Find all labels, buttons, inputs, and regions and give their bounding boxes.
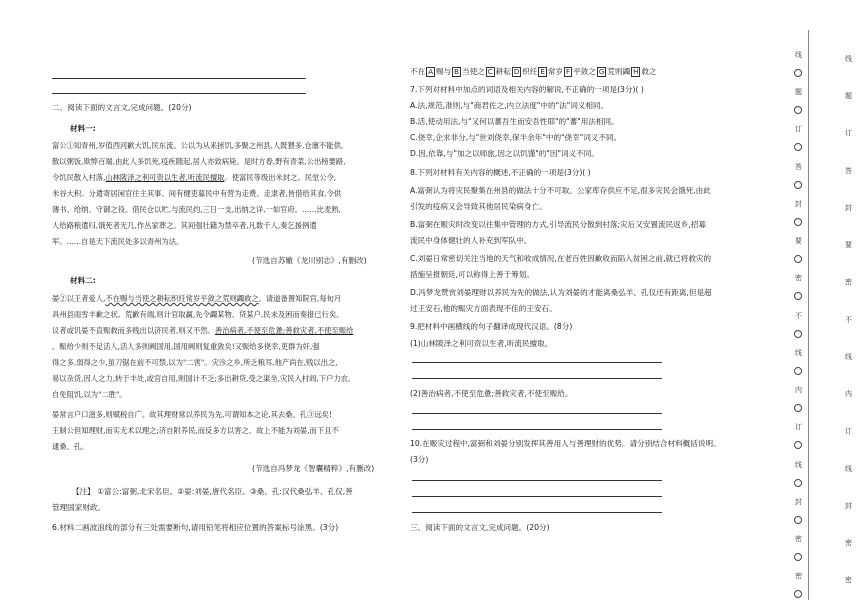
option-box[interactable]: C	[487, 68, 493, 76]
question-8: 8.下列对材料有关内容的概述,不正确的一项是(3分)( )	[410, 168, 591, 177]
option-box[interactable]: F	[566, 68, 571, 76]
section-heading: 二、阅读下面的文言文,完成问题。(20分)	[52, 103, 192, 112]
answer-line	[52, 78, 306, 79]
option-b[interactable]: B.活,使动用法,与"又何以蕃吾生而安吾性耶"的"蕃"用法相同。	[410, 117, 619, 126]
option-d[interactable]: D.冯梦龙赞赏刘晏理财以养民为先的做法,认为刘晏的才能离桑弘羊、孔仅还有距离,但是超	[410, 288, 712, 297]
option-a-cont: 引发的疫病又会导致其他居民染病身亡。	[410, 202, 547, 211]
option-d[interactable]: D.因,依靠,与"加之以师旅,因之以饥馑"的"因"词义不同。	[410, 149, 599, 158]
binding-char: 订	[795, 125, 802, 134]
binding-circle	[794, 106, 802, 114]
binding-char: 密	[795, 274, 802, 283]
underlined-sentence: 山林陂泽之利可资以生者,听流民擅取	[105, 173, 225, 182]
binding-char: 要	[795, 237, 802, 246]
binding-char: 题	[845, 92, 852, 101]
option-c-cont: 措施呈报朝廷,可以称得上善于筹划。	[410, 270, 534, 279]
option-box[interactable]: G	[598, 68, 605, 76]
answer-line[interactable]	[412, 496, 662, 497]
text-span: 耕耘	[495, 67, 511, 76]
footnote: 管理国家财政。	[52, 503, 106, 512]
binding-circle	[794, 590, 802, 598]
text-line: 自免阻饥,以为"二胜"。	[52, 390, 127, 399]
answer-line[interactable]	[412, 378, 662, 379]
binding-char: 线	[795, 348, 802, 357]
text-line	[52, 173, 336, 183]
binding-char: 订	[845, 129, 852, 138]
text-line: 散以粥饭,欺弊百端,由此人多饥死,疫疾随起,居人亦致病毙。是时方春,野有青菜,公出榜要路,	[52, 157, 346, 166]
binding-char: 题	[795, 88, 802, 97]
underlined-sentence: 善治病者,不使至危惫;善救灾者,不使至赈给	[214, 326, 354, 335]
answer-line[interactable]	[412, 429, 662, 430]
binding-circle	[794, 367, 802, 375]
text-span: 荒则蠲	[607, 67, 631, 76]
binding-char: 线	[845, 352, 852, 361]
answer-line	[52, 93, 306, 94]
binding-circle	[794, 181, 802, 189]
binding-char: 封	[845, 203, 852, 212]
binding-circle	[794, 441, 802, 449]
option-box[interactable]: D	[513, 68, 520, 76]
binding-char: 内	[845, 390, 852, 399]
binding-char: 线	[845, 464, 852, 473]
text-span: 令饥民散入村落,	[52, 173, 106, 182]
text-line: 。赈给少则不足活人,活人多则阙国用,国用阙则复重敛矣!又赈给多侥幸,吏群为奸,强	[52, 342, 320, 351]
text-line: 得之多,弱得之少,虽刀锯在前不可禁,以为"二害"。灾沴之乡,所乏粮耳,他产尚在,贱以出之,	[52, 358, 338, 367]
option-b[interactable]: B.富弼在赈灾时改变以往集中管理的方式,引导流民分散到村落;灾后又安置流民返乡,招募	[410, 220, 706, 229]
option-a[interactable]: A.富弼认为将灾民聚集在州县的做法十分不可取。公家库存供应不足,很多灾民会饿死,由此	[410, 186, 711, 195]
material-1-title: 材料一:	[70, 124, 96, 133]
option-d-cont: 过王安石,他的赈灾方面表现不佳的王安石。	[410, 304, 557, 313]
text-span: 赐与	[435, 67, 452, 76]
text-line: 人给路粮遣归,饿死者无几,作丛家葬之。其间强壮籍为禁卒者,凡数千人,奏乞援例遣	[52, 221, 317, 230]
question-6: 6.材料二画波浪线的部分有三处需要断句,请用铅笔将相应位置的答案标号涂黑。(3分)	[52, 523, 339, 532]
binding-circle	[794, 404, 802, 412]
source-citation: (节选自苏辙《龙川别志》,有删改)	[252, 256, 367, 265]
text-span: 。使富民等级出米封之。民堂公令,	[224, 173, 337, 182]
text-line: 易以杂货,因人之力,转于丰处,或官自用,则国计不乏;多出耕贷,受之渠坐,灾民入村闾,下户力农,	[52, 374, 351, 383]
binding-char: 要	[845, 241, 852, 250]
option-box[interactable]: E	[540, 68, 545, 76]
text-span: 平敛之	[573, 67, 596, 76]
question-10-score: (3分)	[410, 455, 429, 464]
binding-char: 密	[795, 572, 802, 581]
binding-char: 封	[845, 501, 852, 510]
answer-line[interactable]	[412, 480, 662, 481]
option-box[interactable]: A	[428, 68, 433, 76]
binding-char: 线	[845, 55, 852, 63]
binding-char: 订	[795, 423, 802, 432]
option-c[interactable]: C.刘晏日常密切关注当地的天气和收成情况,在老百姓因歉收而陷入贫困之前,就已将救灾的	[410, 254, 712, 263]
binding-char: 订	[845, 427, 852, 436]
text-line: 逮桑、孔。	[52, 442, 89, 451]
source-citation: (节选自冯梦龙《智囊精粹》,有删改)	[252, 464, 375, 473]
binding-char: 线	[795, 51, 802, 59]
binding-margin	[765, 0, 860, 608]
binding-circle	[794, 553, 802, 561]
wavy-underlined-sentence: 不在赐与当使之耕耘织纴常岁平敛之荒则蠲救之	[105, 294, 259, 303]
binding-circle	[794, 292, 802, 300]
answer-line[interactable]	[412, 512, 662, 513]
binding-char: 封	[795, 497, 802, 506]
text-line: 王制公但知理财,而实无术以理之;济自附养民,而反多方以害之。故上不能为刘晏,而下且不	[52, 426, 339, 435]
text-line	[52, 326, 353, 336]
binding-circle	[794, 516, 802, 524]
binding-circle	[794, 218, 802, 226]
text-line: 具州县雨雪丰歉之状。荒歉有端,则计官取赢,先令蠲某物、贷某户,民未及困而奏报已行矣。	[52, 310, 344, 319]
text-span: 晏②以王者爱人,	[52, 294, 106, 303]
binding-char: 不	[795, 311, 802, 320]
binding-line	[808, 30, 809, 600]
binding-char: 密	[795, 535, 802, 544]
binding-circle	[794, 69, 802, 77]
binding-char: 密	[845, 576, 852, 585]
option-c[interactable]: C.侥幸,企求非分,与"世刘侥幸,保半余年"中的"侥幸"词义不同。	[410, 133, 622, 142]
text-line: 薄书、给纳、守御之役。借民仓以贮,与流民约,三日一支,出纳之详,一如官府。……比麦熟,	[52, 205, 341, 214]
text-line: 军。……自是天下流民处多以青州为法。	[52, 237, 184, 246]
text-span: 常岁	[547, 67, 564, 76]
option-b-cont: 流民中身体健壮的人补充到军队中。	[410, 236, 532, 245]
binding-char: 不	[845, 315, 852, 324]
answer-line[interactable]	[412, 413, 662, 414]
question-7: 7.下列对材料中加点的词语及相关内容的解说,不正确的一项是(3分)( )	[410, 85, 644, 94]
section-heading: 三、阅读下面的文言文,完成问题。(20分)	[410, 523, 550, 532]
footnote: 【注】 ①富公:富弼,北宋名臣。②晏:刘晏,唐代名臣。③桑、孔:汉代桑弘羊、孔仅,善	[72, 487, 353, 496]
segmentation-options[interactable]	[410, 67, 657, 77]
text-span: 。请道备置知院官,每旬月	[258, 294, 342, 303]
binding-circle	[794, 255, 802, 263]
text-span: 不在	[410, 67, 426, 76]
option-box[interactable]: B	[454, 68, 459, 76]
question-9-1: (1)山林陂泽之利可资以生者,听流民擅取。	[410, 339, 553, 348]
binding-char: 密	[845, 278, 852, 287]
answer-line[interactable]	[412, 362, 662, 363]
material-2-title: 材料二:	[70, 276, 96, 285]
text-span: 织纴	[522, 67, 538, 76]
binding-char: 内	[795, 386, 802, 395]
text-line: 晏常言户口滋多,则赋税自广。故其理财常以养民为先,可谓知本之论,其去桑、孔③远矣!	[52, 410, 332, 419]
binding-char: 密	[845, 539, 852, 548]
text-span: 救之	[641, 67, 657, 76]
text-line: 米谷大积。分遣寄居闲官往主其事。间有健吏募民中有营为走费、走隶者,皆借给其食,令供	[52, 189, 342, 198]
binding-circle	[794, 143, 802, 151]
binding-char: 封	[795, 199, 802, 208]
binding-char: 线	[795, 460, 802, 469]
binding-char: 答	[845, 166, 852, 175]
binding-circle	[794, 330, 802, 338]
question-10: 10.在赈灾过程中,富弼和刘晏分别发挥其善用人与善理财的优势。请分别结合材料概括说明。	[410, 439, 721, 448]
question-9-2: (2)善治病者,不使至危惫;善救灾者,不使至赈给。	[410, 389, 573, 398]
option-a[interactable]: A.法,规范,准则,与"商君佐之,内立法度"中的"法"词义相同。	[410, 101, 609, 110]
binding-circle	[794, 479, 802, 487]
option-box[interactable]: H	[633, 68, 639, 76]
text-line: 富公①知青州,岁值西河歉大饥,民东流。公以为从来拯饥,多聚之州县,人既猥多,仓廪不能供,	[52, 141, 344, 150]
question-9: 9.把材料中画横线的句子翻译成现代汉语。(8分)	[410, 322, 573, 331]
text-line	[52, 294, 341, 304]
binding-char: 答	[795, 162, 802, 171]
text-span: 议者或讥晏不直赈救而多贱出以济民者,则又不然。	[52, 326, 215, 335]
text-span: 当使之	[461, 67, 485, 76]
